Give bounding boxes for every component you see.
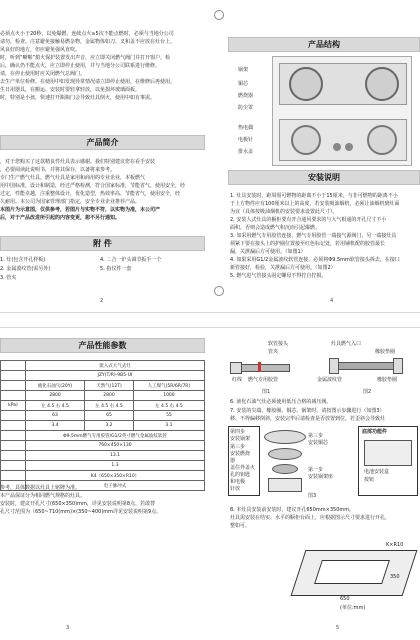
warning-line: 风良好的地方，但应避免强风直吹。 — [0, 47, 81, 53]
install-line: 面积，否则会造成燃气积沉而引起爆燃。 — [230, 225, 321, 231]
table-row — [1, 371, 205, 381]
table-cell — [1, 431, 26, 441]
table-cell — [1, 421, 26, 431]
table-row — [1, 421, 205, 431]
warning-line: 生日用器具，在搬运、安装时要轻拿轻放，以免损坏玻璃面板。 — [0, 87, 141, 93]
install-line: 1. 灶具安装时，距周围可燃物的距离不小于15厘米，与非可燃物的距离不小 — [230, 193, 398, 199]
table-row — [1, 471, 205, 481]
table-cell: 嵌入式大气式灶 — [26, 361, 205, 371]
preface-line: 专门生产燃气灶具，燃气灶具是家用和商用的专业企业，本板燃气 — [0, 175, 146, 181]
install-item-7 — [230, 407, 420, 423]
dimension-unit: (单位:mm) — [340, 605, 366, 611]
label-drain-cover: 排水盖 — [238, 149, 254, 155]
label-thermocouple: 热电偶 — [238, 125, 254, 131]
install-line: 须紧下要在接头上的护圈位置接至红色标记处，若用铺机配的胶管最长 — [230, 241, 386, 247]
spec-title: 产品性能参数 — [78, 341, 127, 350]
install-line: 8. 本灶具安装前安装时，建议开孔650mm×350mm。 — [230, 507, 355, 513]
cooktop-structure-illustration — [272, 56, 412, 166]
structure-banner — [228, 37, 420, 52]
table-cell: 760×450×130 — [26, 441, 205, 451]
label-copper-core: 铜芯 — [238, 81, 249, 87]
table-cell: 左 4.5 右 4.5 — [26, 401, 85, 411]
accessory-item: 2. 金属波纹管(需另外) — [0, 266, 51, 272]
install-title: 安装说明 — [308, 173, 340, 182]
preface-line: 久耐用。本公司为国家管理部门指定，安全专业企业推荐产品。 — [0, 199, 141, 205]
figure-1 — [228, 338, 310, 396]
table-cell: 13.1 — [26, 451, 205, 461]
fig1-label-clamp: 管夹 — [268, 349, 279, 355]
note-line: 安装时，建议开孔尺寸(650×350)mm，详见安装说明第8点，若敢替 — [0, 501, 156, 507]
table-row — [1, 441, 205, 451]
preface-line: ，对于您购买了这款精良性灶具表示感谢。我们特别建议您在看手安装 — [0, 159, 156, 165]
install-line: 漏，关泄漏后方可使用。（如图1） — [230, 249, 306, 255]
step3-right-label: 第三步 — [308, 433, 324, 439]
label-pot-support: 锅架 — [238, 67, 249, 73]
table-row — [1, 461, 205, 471]
table-cell — [1, 361, 26, 371]
install-line: 于上方物件应有100厘米以上的高度，若安装吸油烟机，必须让油烟机到灶面 — [230, 201, 400, 207]
fig1-caption: 图1 — [262, 389, 271, 395]
step-note: 和电极 — [230, 479, 246, 485]
install-line: 2. 安装人式灶具的橱柜要有开合通风要求的与大气相通的开孔尺寸不小 — [230, 217, 387, 223]
figure-3 — [228, 426, 418, 504]
table-cell: 3.2 — [85, 421, 134, 431]
step4-label: 第四步 — [230, 429, 246, 435]
install-line: 为宜（具体按吸油烟机的安装要求设置此尺寸）。 — [230, 209, 338, 215]
install-line: 新管接好，检验，关泄漏后方可使用。（如图2） — [230, 265, 336, 271]
table-cell: K4（650×350×R10） — [26, 471, 205, 481]
binder-hole — [214, 10, 224, 20]
table-cell: 2800 — [85, 391, 134, 401]
table-cell: JZY(T/R)-9B5-UI — [26, 371, 205, 381]
table-row — [1, 361, 205, 371]
table-cell: 人工煤气(5R/6R/7R) — [133, 381, 204, 391]
label-dust-cover: 防尘罩 — [238, 105, 254, 111]
step4-text: 安装锅架 — [230, 436, 251, 442]
binder-hole — [214, 286, 224, 296]
button-label: 按钮 — [364, 477, 375, 483]
step1-text: 安装锅架座 — [308, 474, 334, 480]
table-cell: 63 — [26, 411, 85, 421]
table-cell — [1, 411, 26, 421]
accessories-title: 附 件 — [93, 239, 112, 248]
table-cell: 65 — [85, 411, 134, 421]
step-note: 孔的钥匙 — [230, 472, 251, 478]
bottom-parts-title: 底部功能件 — [362, 429, 388, 435]
page2-preface — [0, 158, 205, 222]
table-cell — [1, 441, 26, 451]
install-line: 灶具需安装在结实、水平的橱柜台面上，应根据图示尺寸要求进行开孔， — [230, 515, 391, 521]
table-row — [1, 401, 205, 411]
install-item-6: 6. 液化石油气灶必须使用低压合格的减压阀。 — [230, 399, 332, 405]
label-burner: 燃烧器 — [238, 93, 254, 99]
preface-line: ，必要阅读此说明书，并将其保存，以备将来参考。 — [0, 167, 116, 173]
install-line: 整如可。 — [230, 523, 251, 529]
accessory-item: 4. 二合一炉头调节扳手一个 — [100, 257, 162, 263]
table-cell: 液化石油气(20Y) — [26, 381, 85, 391]
install-line: 4. 如果采用G1/2金属波纹软管连接，必须将Φ9.5mm软管接头拆去，在接口 — [230, 257, 400, 263]
table-cell: Φ9.5mm燃气专用胶管/G1/2英寸燃气金属波纹软管 — [26, 431, 205, 441]
preface-bold-line: 后，对于产品改进所引起的内容变更，恕不另行通知。 — [0, 215, 121, 221]
fig1-label-hose-joint: 软管接头 — [268, 341, 289, 347]
preface-bold-line: 本图片为示意图，仅供参考，若图片与实物不符，以实物为准，本公司产 — [0, 207, 161, 213]
page-number: 4 — [330, 298, 334, 304]
install-line: 3. 如采用燃气专用胶管连接，燃气专用胶管一端接气源阀门，另一端接灶具 — [230, 233, 397, 239]
structure-title: 产品结构 — [308, 40, 340, 49]
dimension-width: 650 — [340, 596, 350, 602]
dimension-depth: 350 — [390, 574, 400, 580]
table-cell: 1000 — [133, 391, 204, 401]
spec-notes — [0, 484, 205, 516]
table-row — [1, 391, 205, 401]
warning-line: 时，听到“噼啪”熄火保护装置发出声音，应立即关闭燃气阀门并打开窗户。检 — [0, 55, 171, 61]
fig2-label-rubber-washer: 橡胶垫圈 — [375, 349, 396, 355]
install-instructions — [230, 192, 420, 280]
table-cell: 55 — [133, 411, 204, 421]
fig1-label-gas-hose: 燃气专用胶管 — [248, 377, 279, 383]
install-line: 移、不得偏移倒斜，安装完毕后请检查是否放置到位，若歪斜会导致灶 — [230, 416, 386, 422]
step3-text-2: 器 — [230, 458, 236, 464]
fig2-label-rubber-washer-2: 橡胶垫圈 — [377, 377, 398, 383]
install-line: 7. 安装的尖端、橡胶圈、铜芯、锅架时，请按图示步骤进行（如图3） — [230, 408, 385, 414]
page2-warnings — [0, 30, 205, 102]
warning-line: 请勿，检查。注意避免接触易燃杂物，金属物体如刀、叉和盖不应放在灶台上。 — [0, 39, 176, 45]
note-line: 本产品保证分为相同燃气规格的灶具。 — [0, 493, 86, 499]
table-cell: 左 4.5 右 4.5 — [85, 401, 134, 411]
table-cell: 3.4 — [26, 421, 85, 431]
table-cell — [1, 451, 26, 461]
table-cell: 左 4.5 右 4.5 — [133, 401, 204, 411]
step1-label: 第一步 — [308, 467, 324, 473]
preface-title: 产品简介 — [86, 138, 119, 147]
step3-label: 第三步 — [230, 444, 246, 450]
fig1-label-red-line: 红线 — [232, 377, 243, 383]
table-row — [1, 451, 205, 461]
step-note: 盖住外盖火 — [230, 465, 256, 471]
preface-line: 用中国标准，设计和制造，经过严格检测，符合国家标准，节能省气，使用安全，经 — [0, 183, 186, 189]
fig2-caption: 图2 — [363, 389, 372, 395]
accessory-item: 5. 指仪件一套 — [100, 266, 132, 272]
table-cell — [1, 461, 26, 471]
page-number: 2 — [100, 298, 104, 304]
table-cell: 天然气(12T) — [85, 381, 134, 391]
table-row — [1, 411, 205, 421]
spec-table — [0, 360, 205, 491]
warning-line: 请，在停止使用时应关闭燃气总阀门。 — [0, 71, 86, 77]
step3-right-text: 安装铜芯 — [308, 440, 329, 446]
table-cell: kPa) — [1, 401, 26, 411]
table-cell: 电子脉冲式 — [26, 481, 205, 491]
fig2-label-gas-inlet: 灶具燃气入口 — [331, 341, 362, 347]
note-line: 孔尺寸范围为（650~710(mm)×(350~400)mm详见安装说明第9点。 — [0, 509, 162, 515]
fig2-label-metal-hose: 金属波纹管 — [317, 377, 343, 383]
cutout-diagram — [290, 540, 418, 614]
table-cell — [1, 391, 26, 401]
preface-banner — [0, 135, 205, 150]
preface-line: 过定，性能卓越，注重整体设计，优化造型，热效率高、节能省气，使用安全，经 — [0, 191, 181, 197]
label-electrode: 电极针 — [238, 137, 254, 143]
table-cell: 2800 — [26, 391, 85, 401]
install-banner — [228, 170, 420, 185]
table-cell — [1, 471, 26, 481]
battery-box-label: 电池安装盒 — [364, 469, 390, 475]
install-line: 5. 燃气进气管接头固定螺母不得拧自拧损。 — [230, 273, 327, 279]
warning-line: 必须点火小于20秒，以免爆燃。连续点火≥5次不能点燃时，必须与当地分公司 — [0, 31, 174, 37]
scan-separator — [0, 312, 420, 328]
step3-text: 安装燃烧 — [230, 451, 251, 457]
install-item-8 — [230, 506, 420, 530]
warning-line: 后，确认仍不能点火，应立即停止使用，并与当地分公司联系进行维修。 — [0, 63, 161, 69]
warning-line: 时，特别是小孩，快速打开瓶瓶门会导致灶具倒火，使用中如有事需。 — [0, 95, 156, 101]
table-row — [1, 431, 205, 441]
accessories-banner — [0, 236, 205, 251]
accessory-item: 3. 管夹 — [0, 275, 17, 281]
page-number: 3 — [66, 625, 70, 631]
step-note: 针放 — [230, 486, 241, 492]
table-row — [1, 381, 205, 391]
note-line: 参考，具体数据以灶具上铭牌为准。 — [0, 485, 81, 491]
warning-line: 去生产单位检修。在使用中如发现异常情况请立即停止使用，在维修后再使用。 — [0, 79, 176, 85]
accessory-item: 1. 灶(包含开孔样板) — [0, 257, 46, 263]
table-cell: 3.1 — [133, 421, 204, 431]
fig3-caption: 图3 — [308, 493, 317, 499]
page-number: 5 — [336, 625, 340, 631]
dimension-radius: K×R10 — [386, 542, 404, 548]
figure-2 — [315, 338, 418, 396]
table-cell — [1, 381, 26, 391]
table-cell: 1.3 — [26, 461, 205, 471]
spec-banner — [0, 338, 205, 353]
table-cell — [1, 371, 26, 381]
